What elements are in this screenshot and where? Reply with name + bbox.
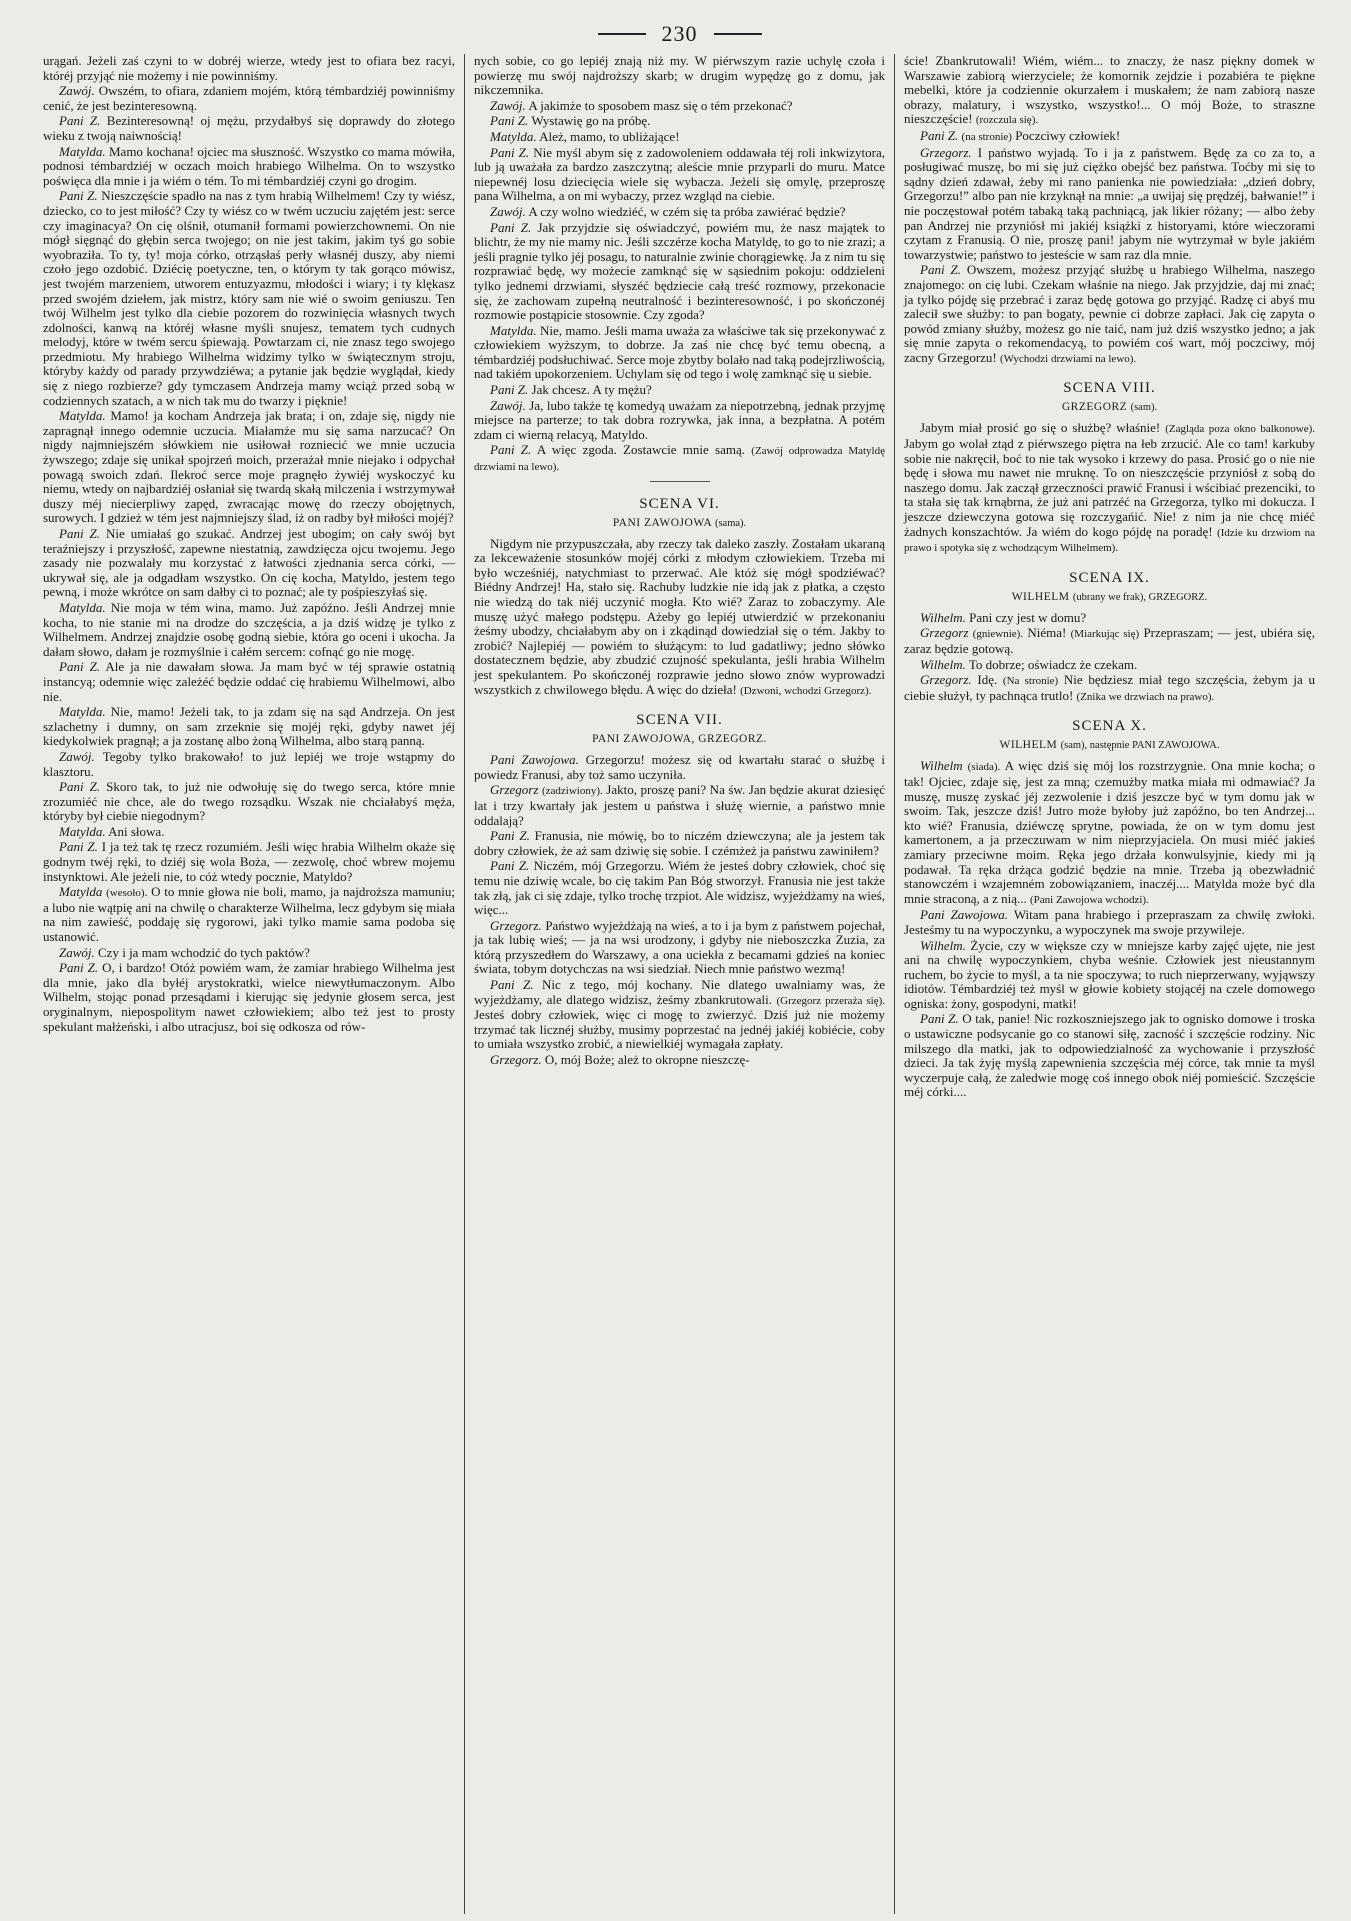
dialogue-paragraph (904, 611, 1315, 626)
speaker-name: Matylda. (59, 704, 106, 720)
speaker-name: Matylda (59, 884, 103, 900)
speaker-name: Pani Z. (59, 960, 99, 976)
dialogue-paragraph (904, 263, 1315, 366)
stage-direction: (Pani Zawojowa wchodzi). (1029, 893, 1149, 906)
dialogue-paragraph (43, 885, 455, 944)
dialogue-paragraph (43, 189, 455, 408)
speaker-name: Pani Z. (920, 1011, 959, 1027)
speaker-name: Grzegorz (920, 625, 969, 641)
paragraph-text: To dobrze; oświadcz że czekam. (968, 656, 1138, 672)
paragraph-text: Poczciwy człowiek! (1015, 127, 1121, 143)
paragraph-text: A czy wolno wiedziéć, w czém się ta próba zawiérać będzie? (528, 203, 846, 219)
header-rule-left (598, 33, 646, 35)
speaker-name: Grzegorz. (920, 144, 972, 160)
paragraph-text: A więc dziś się mój los rozstrzygnie. Ona mnie kocha; o tak! Ojciec, zdaje się, jest za mną; czemużby matka miała mi odmawiać? Ja muszę, muszę zyskać jéj zezwolenie i dziś jeszcze być w tym domu jak w swoim. Tak, jeszcze dziś! Jutro może byłoby już zapóźno, bo ten Andrzej... kto wié? Franusia, dziéwczę sprytne, powiada, że on w tym domu jest kamertonem, a ja przeczuwam w nim nieprzyjaciela. On musi miéć jakieś zamiary przeciwne moim. Ręka jego drżała konwulsyjnie, kiedy mi ją podawał. Ta ręka drżąca godzić będzie na mnie. Trzeba ją obezwładnić stanowczém i wzajemném zobowiązaniem, inaczéj.... Matylda może być dla mnie straconą, a z nią... (904, 758, 1315, 906)
speaker-name: Matylda. (59, 823, 106, 839)
scene-heading: SCENA VII. (636, 712, 723, 729)
paragraph-text: Mamo kochana! ojciec ma słuszność. Wszystko co mama mówiła, podnosi témbardziéj w oczach moich hrabiego Wilhelma. On to wszystko poświęca dla mnie i ja wiém o tém. To mi témbardziéj czyni go drogim. (43, 143, 456, 188)
dialogue-paragraph (474, 978, 885, 1052)
paragraph-text: Niéma! (1027, 625, 1067, 641)
paragraph-text: O tak, panie! Nic rozkoszniejszego jak to ognisko domowe i troska o ustawiczne podsycanie go co stanowi siłę, zacność i szczęście rodziny. Nic milszego dla matki, jak to odpowiedzialność za wychowanie i przyszłość dzieci. Ja tak żyję myślą zapewnienia szczęścia méj córce, tak mnie ta myśl wyczerpuje całą, że zaledwie mogę coś innego obok niéj pomieścić. Szczęście méj córki.... (904, 1011, 1316, 1100)
speaker-name: Wilhelm (920, 758, 963, 774)
paragraph-text: Skoro tak, to już nie odwołuję się do twego serca, które mnie zrozumiéć nie chce, ale do twego rozsądku. Wszak nie chciałabyś męża, któryby był ciebie niegodnym? (43, 779, 456, 824)
paragraph-text: Jesteś dobry człowiek, więc ci mogę to zwierzyć. Dziś już nie możemy trzymać tak licznéj służby, musimy poprzestać na jednéj jakiéj kobiécie, coby to umiała wszystko zrobić, a niewielkiéj wymagała zapłaty. (474, 1007, 885, 1052)
scene-persons (904, 591, 1315, 603)
dialogue-paragraph (43, 54, 455, 83)
speaker-name: Matylda. (490, 322, 537, 338)
paragraph-text: Nie moja w tém wina, mamo. Już zapóźno. Jeśli Andrzej mnie kocha, to nie stanie mi na drodze do szczęścia, a ja dziś widzę je tylko z Wilhelmem. Andrzej znajdzie osobę godną siebie, która go oceni i ukocha. Ja dałam słowo, dałam je rozmyślnie i całém sercem: cofnąć go nie mogę. (43, 599, 455, 659)
paragraph-text: Czy i ja mam wchodzić do tych paktów? (98, 944, 310, 960)
speaker-name: Wilhelm. (920, 656, 966, 672)
text-columns (34, 54, 1325, 1914)
paragraph-text: Jakto, proszę pani? Na św. Jan będzie akurat dziesięć lat i trzy kwartały jak jestem u państwa i służę wiernie, a państwo mnie oddalają? (474, 782, 885, 828)
column-2 (464, 54, 894, 1914)
stage-direction: (na stronie) (961, 130, 1012, 143)
paragraph-text: Jak przyjdzie się oświadczyć, powiém mu, że nasz majątek to blichtr, że my nie mamy nic. Jeśli szczérze kocha Matyldę, to go to nie zrazi; a jeśli pragnie tylko jéj posagu, to naturalnie zwinie chorągiewkę. Ja z nim tu się rozprawiać będę, wy możecie zamknąć się w sąsiednim pokoju: oddzieleni tylko jednemi drzwiami, słyszéć będziecie całą treść rozmowy, przekonacie się, że zachowam zupełną neutralność i bezinteresowność, i po skończonéj rozmowie postąpicie stosownie. Czy zgoda? (474, 219, 885, 323)
page-number: 230 (661, 21, 698, 46)
paragraph-text: Nie, mamo. Jeśli mama uważa za właściwe tak się przekonywać z człowiekiem wyższym, to dobrze. Ja zaś nie chcę być temu obecną, a témbardziéj podsłuchiwać. Serce moje zbytby bolało nad taką podejrzliwością, nad takiém upokorzeniem. Uchylam się od tego i wolę zamknąć się u siebie. (474, 322, 885, 382)
dialogue-paragraph (474, 919, 885, 977)
scene-persons (904, 401, 1315, 413)
dialogue-paragraph (904, 908, 1315, 937)
dialogue-paragraph (43, 825, 455, 840)
dialogue-paragraph (43, 705, 455, 749)
speaker-name: Zawój. (490, 203, 526, 219)
paragraph-text: Owszém, to ofiara, zdaniem mojém, którą témbardziéj powinniśmy cenić, że jest bezinteresowną. (43, 83, 455, 113)
persons-names: WILHELM (999, 739, 1058, 752)
dialogue-paragraph (43, 961, 455, 1034)
dialogue-paragraph (43, 145, 455, 189)
stage-direction: (rozczula się). (975, 114, 1039, 127)
paragraph-text: Franusia, nie mówię, bo to niczém dziewczyna; ale ja jestem tak dobry człowiek, że aż sam dziwię się sobie. I czémżeż ja państwu zawiniłem? (474, 828, 885, 858)
dialogue-paragraph (43, 601, 455, 659)
speaker-name: Pani Z. (490, 977, 534, 993)
stage-direction: (Grzegorz przeraża się). (776, 994, 885, 1007)
dialogue-paragraph (43, 114, 455, 143)
stage-direction: (siada). (967, 761, 1001, 774)
speaker-name: Zawój. (490, 397, 526, 413)
speaker-name: Pani Z. (490, 858, 530, 874)
paragraph-text: Nie umiałaś go szukać. Andrzej jest ubogim; on cały swój byt teraźniejszy i przyszłość, zapewne niestatnią, zawdzięcza ojcu twojemu. Jego zasady nie pozwalały mu korzystać z łatwości zjednania serca córki, — ukrywał się, ale ja odgadłam wszystko. On cię kocha, Matyldo, jestem tego pewną, i może wkrótce on sam dałby ci to poznać; ale ty pośpieszyłaś się. (43, 526, 455, 600)
paragraph-text: Ależ, mamo, to ubliżające! (539, 128, 680, 144)
speaker-name: Pani Z. (490, 113, 529, 129)
persons-names: PANI ZAWOJOWA, GRZEGORZ. (592, 733, 767, 746)
speaker-name: Pani Zawojowa. (920, 907, 1009, 923)
persons-note: (sama). (714, 517, 747, 529)
speaker-name: Pani Z. (59, 113, 101, 129)
paragraph-text: Ani słowa. (108, 823, 165, 839)
dialogue-paragraph (43, 750, 455, 779)
dialogue-paragraph (904, 939, 1315, 1012)
speaker-name: Matylda. (59, 599, 106, 615)
dialogue-paragraph (904, 759, 1315, 907)
paragraph-text: Nieszczęście spadło na nas z tym hrabią Wilhelmem! Czy ty wiész, dziecko, co to jest miłość? Czy ty wiész co w twém uczuciu zajętém jest: serce czy imaginacya? On cię olśnił, otumanił formami powierzchownemi. On nie mógł sięgnąć do głębin serca twojego; on nie jest takim, jakim tyś go sobie wyobraziła. To ty, ty! moja córko, otrząsłaś perły własnéj duszy, aby niemi czoło jego ozdobić. Dziécię poetyczne, ten, o którym ty tak gorąco mówisz, jest twojém marzeniem, utworem entuzyazmu, młodości i wiary; i ty klękasz przed swojém dziełem, jak mistrz, który sam nie wié o swoim geniuszu. Ten twój Wilhelm jest tylko dla ciebie pozorem do rozwinięcia własnych twych zdolności, kanwą na któréj własne myśli snujesz, tematem tych cudnych melodyj, które w twém sercu śpiewają. Powtarzam ci, nie znasz tego swojego przedmiotu. My hrabiego Wilhelma widzimy tylko w świątecznym stroju, któryby każdy od parady przywdziéwa; a pytanie jak będzie wyglądał, kiedy się z niego rozbierze? gdy tymczasem Andrzeja mamy wciąż przed sobą w codziennych szatach, a w nich tak mu do twarzy i pięknie! (43, 188, 456, 408)
paragraph-text: Witam pana hrabiego i przepraszam za chwilę zwłoki. Jesteśmy tu na wypoczynku, a wypoczynek ma swoje przywileje. (904, 907, 1315, 937)
dialogue-paragraph (474, 443, 885, 474)
stage-direction: (Wychodzi drzwiami na lewo). (1000, 352, 1137, 365)
dialogue-paragraph (474, 753, 885, 782)
speaker-name: Zawój. (59, 748, 95, 764)
paragraph-text: Nie będziesz miał tego szczęścia, żebym ja u ciebie służył, ty pachnąca trutlo! (904, 672, 1315, 703)
speaker-name: Pani Z. (920, 262, 961, 278)
paragraph-text: Ale ja nie dawałam słowa. Ja mam być w téj sprawie ostatnią instancyą; odemnie więc zależéć będzie oddać cię hrabiemu Wilhelmowi, albo nie. (43, 659, 455, 704)
column-3 (894, 54, 1324, 1914)
stage-direction: (wesoło). (106, 887, 148, 900)
persons-note: (ubrany we frak), GRZEGORZ. (1072, 591, 1208, 603)
paragraph-text: I państwo wyjadą. To i ja z państwem. Będę za co za to, a posługiwać muszę, bo mi się już ciężko obejść bez państwa. Toćby mi się to sądny dzień zdawał, żeby mi rano panienka nie powiedziała: „dzień dobry, Grzegorzu!” albo pan nie krzyknął na mnie: „a uwijaj się prędzéj, bałwanie!” i nie poczęstował potém tabaką taką pachniącą, jak likier różany; — albo żeby pan Andrzej nie przyniósł mi jakiéj książki z historyami, które wieczorami czytam z Franusią. O nie, proszę pani! jabym nie wytrzymał w byle jakiém towarzystwie; państwo to jesteście w sam raz dla mnie. (904, 144, 1315, 262)
speaker-name: Pani Z. (490, 219, 532, 235)
persons-note: (sam), następnie PANI ZAWOJOWA. (1060, 740, 1220, 752)
paragraph-text: Nigdym nie przypuszczała, aby rzeczy tak daleko zaszły. Zostałam ukaraną za lekceważenie stosunków mojéj córki z młodym człowiekiem. Trzeba mi było wcześniéj, natychmiast to przerwać. Ale któż się mógł spodziéwać? Biédny Andrzej! Ha, stało się. Rachuby ludzkie nie idą jak z płatka, a często nie wiedzą do tak niéj uczynić mogła. Kto wié? Zaraz to zobaczymy. Ale muszę użyć małego podstępu. Ażeby go lepiéj utwierdzić w przekonaniu żeśmy ubodzy, chciałabym aby on i zkądinąd dowiedział się o tém. Jakby to zrobić? Najlepiéj — powiém to służącym: to lud gadatliwy; jedno słówko dostatecznem będzie, aby zbudzić czujność spekulanta, jeśli hrabia Wilhelm jest spekulantem. Po skończonéj rozprawie jedno słowo znów wyprowadzi wszystkich z chwilowego błędu. A więc do dzieła! (474, 535, 885, 697)
paragraph-text: Życie, czy w większe czy w mniejsze karby zajęć ujęte, nie jest ani na chwilę wypoczynkiem, chyba weśnie. Człowiek jest nieustannym ruchem, bo życie to myśl, a ta nie spoczywa; to ruch nieprzerwany, wyjąwszy idiotów. Témbardziéj też myśl w głowie kobiety stojącéj na czele domowego ogniska: żony, gospodyni, matki! (904, 937, 1316, 1011)
speaker-name: Pani Z. (920, 127, 959, 143)
stage-direction: (Zagląda poza okno balkonowe). (1165, 423, 1316, 436)
dialogue-paragraph (474, 829, 885, 858)
persons-names: GRZEGORZ (1061, 401, 1128, 414)
speaker-name: Pani Z. (59, 779, 101, 795)
speaker-name: Pani Z. (490, 144, 530, 160)
paragraph-text: Wystawię go na próbę. (531, 113, 651, 129)
dialogue-paragraph (43, 660, 455, 704)
speaker-name: Wilhelm. (920, 609, 966, 625)
dialogue-paragraph (474, 1053, 885, 1068)
paragraph-text: Jak chcesz. A ty mężu? (531, 382, 652, 398)
persons-names: PANI ZAWOJOWA (612, 516, 712, 529)
speaker-name: Zawój. (59, 944, 95, 960)
dialogue-paragraph (904, 626, 1315, 656)
speaker-name: Wilhelm. (920, 937, 966, 953)
paragraph-text: Mamo! ja kocham Andrzeja jak brata; i on, zdaje się, nigdy nie zapragnął innego odemnie uczucia. Miałamże mu się sama narzucać? On nigdy najmniejszém słówkiem nie usiłował rozniecić we mnie uczucia żywszego; zdaje się unikał spojrzeń moich, przerażał mnie niejako i odpychał powagą swoich zdań. Ilekroć serce moje pragnęło żywiéj wyskoczyć ku niemu, wtedy on najbardziéj osłaniał się twardą skałą milczenia i wstrzymywał duszy méj niecierpliwy zapęd, zwracając mowę do rzeczy obojętnych, surowych. I gdzież w tém jest najmniejszy ślad, iż on radby był miłości mojéj? (43, 408, 455, 526)
dialogue-paragraph (474, 114, 885, 129)
paragraph-text: Jabym miał prosić go się o służbę? właśnie! (920, 420, 1161, 436)
paragraph-text: A jakimże to sposobem masz się o tém przekonać? (528, 97, 793, 113)
scene-persons (474, 517, 885, 529)
speaker-name: Pani Z. (59, 839, 98, 855)
speaker-name: Grzegorz (490, 782, 539, 798)
speaker-name: Pani Z. (59, 526, 101, 541)
paragraph-text: Owszem, możesz przyjąć służbę u hrabiego Wilhelma, naszego znajomego: on cię lubi. Czekam właśnie na niego. Jak przyjdzie, daj mi znać; ja tylko pójdę się przebrać i zaraz będę gotowa go przyjąć. Radzę ci abyś mu zalecił swe służby: to pan bogaty, pewnie ci dobrze zapłaci. Jak cię zapyta o powód zmiany służby, możesz go nie taić, nam już dziś wszystko jedno; a jak się mnie zapyta o rekomendacyą, to powiém coś wart, mój poczciwy, mój zacny Grzegorzu! (904, 262, 1315, 365)
paragraph-text: Niczém, mój Grzegorzu. Wiém że jesteś dobry człowiek, choć się temu nie dziwię wcale, bo cię takim Pan Bóg stworzył. Franusia nie jest także tak złą, jak ci się zdaje, tylko trochę trzpiot. Ale widzisz, wyjeżdżamy na wieś, więc... (474, 858, 885, 918)
dialogue-paragraph (474, 54, 885, 98)
paragraph-text: nych sobie, co go lepiéj znają niż my. W piérwszym razie uchylę czoła i powierzę mu swój najdroższy skarb; w drugim wypędzę go z domu, jak nikczemnika. (474, 54, 885, 98)
speaker-name: Pani Z. (59, 188, 98, 204)
dialogue-paragraph (474, 130, 885, 145)
speaker-name: Matylda. (59, 408, 106, 424)
scene-heading: SCENA X. (1072, 718, 1147, 735)
speaker-name: Pani Z. (490, 828, 530, 844)
speaker-name: Zawój. (59, 83, 95, 99)
speaker-name: Pani Z. (490, 442, 532, 458)
dialogue-paragraph (904, 673, 1315, 704)
speaker-name: Pani Z. (59, 659, 101, 675)
stage-direction: (Miarkując się) (1070, 628, 1140, 641)
speaker-name: Zawój. (490, 97, 526, 113)
stage-direction: (Znika we drzwiach na prawo). (1076, 690, 1215, 703)
paragraph-text: O to mnie głowa nie boli, mamo, ja najdroższa mamuniu; a lubo nie wątpię ani na chwilę o charakterze Wilhelma, lecz gdybym się miała na nim zawieść, poddaję się rygorowi, jaki tylko mamie sama podoba się ustanowić. (43, 884, 456, 945)
stage-direction: (gniewnie). (972, 628, 1024, 641)
speaker-name: Matylda. (490, 128, 537, 144)
scene-persons (474, 733, 885, 745)
paragraph-text: Jabym go wolał ztąd z piérwszego piętra na łeb zrzucić. Ale co tam! karkuby sobie nie nakręcił, boć to nie tak wysoko i krzewy do pasa. Prosić go o nie nie będę i słowa mu nawet nie mruknę. To on nieszczęście przyniósł z sobą do naszego domu. Jak zaczął grzeczności prawić Franusi i wścibiać prezenciki, to ta stała się tak krnąbrna, że już ani patrzéć na Grzegorza, tylko mi dokucza. I jeszcze dziewczyna gotowa się rozczygańić. Nie! z nim ja nie chcę miéć żadnych konszachtów. Ja wiém do kogo pójdę na poradę! (904, 436, 1315, 539)
dialogue-paragraph (904, 54, 1315, 128)
dialogue-paragraph (474, 859, 885, 917)
page-header (34, 14, 1325, 54)
stage-direction: (zadziwiony). (541, 785, 603, 798)
dialogue-paragraph (43, 840, 455, 884)
dialogue-paragraph (43, 946, 455, 961)
stage-direction: (Na stronie) (1002, 675, 1059, 688)
dialogue-paragraph (43, 409, 455, 526)
speaker-name: Matylda. (59, 143, 106, 159)
paragraph-text: Państwo wyjeżdżają na wieś, a to i ja bym z państwem pojechał, ja tak lubię wieś; — ja na wsi urodzony, i gdyby nie nieboszczka Zuzia, za którą przyszedłem do Warszawy, a ona uciekła z becamami gdzieś na koniec świata, tobym dotychczas na wsi siedział. Niech mnie państwo wezmą! (474, 917, 886, 977)
dialogue-paragraph (474, 783, 885, 828)
paragraph-text: Nie myśl abym się z zadowoleniem oddawała téj roli inkwizytora, lub ją uważała za bardzo zaszczytną; aleście mnie przyparli do muru. Matce niepewnéj losu dziecięcia wiele się wybacza. Jeżeli się omylę, przeproszę pana Wilhelma, a on mi wybaczy, przez wzgląd na ciebie. (474, 144, 885, 204)
speaker-name: Pani Z. (490, 382, 529, 398)
column-1 (34, 54, 464, 1914)
scene-heading: SCENA VIII. (1063, 380, 1156, 397)
speaker-name: Pani Zawojowa. (490, 752, 579, 768)
stage-direction: (Dzwoni, wchodzi Grzegorz). (740, 684, 872, 697)
scene-persons (904, 739, 1315, 751)
dialogue-paragraph (474, 399, 885, 443)
stage-direction: (Zawój odprowadza Matyldę drzwiami na lewo). (474, 445, 885, 474)
paragraph-text: Idę. (977, 672, 998, 688)
paragraph-text: Ja, lubo także tę komedyą uważam za niepotrzebną, jednak przyjmę miejsce na parterze; to tak dobra rozrywka, jak inna, a bezpłatna. A potém zdam ci wierną relacyą, Matyldo. (474, 397, 886, 442)
paragraph-text: urągań. Jeżeli zaś czyni to w dobréj wierze, wtedy jest to ofiara bez racyi, któréj przyjąć nie możemy i nie powinniśmy. (43, 54, 455, 83)
dialogue-paragraph (474, 324, 885, 382)
paragraph-text: Nie, mamo! Jeżeli tak, to ja zdam się na sąd Andrzeja. On jest szlachetny i dumny, on sam zrzeknie się mojéj ręki, gdyby nawet jéj kiedykolwiek pragnął; a ja zostanę albo żoną Wilhelma, albo starą panną. (43, 704, 456, 749)
paragraph-text: Tegoby tylko brakowało! to już lepiéj we troje wstąpmy do klasztoru. (43, 748, 455, 779)
speaker-name: Grzegorz. (490, 1052, 542, 1068)
section-rule (650, 481, 710, 482)
speaker-name: Grzegorz. (490, 917, 542, 933)
paragraph-text: I ja też tak tę rzecz rozumiém. Jeśli więc hrabia Wilhelm okaże się godnym twéj ręki, to dziéj się wola Boża, — zezwolę, choć wbrew mojemu instynktowi. Ale jeżeli nie, to cóż wtedy pocznie, Matyldo? (43, 839, 456, 884)
persons-note: (sam). (1130, 402, 1158, 414)
dialogue-paragraph (43, 780, 455, 824)
dialogue-paragraph (43, 84, 455, 113)
paragraph-text: Nic z tego, mój kochany. Nie dlatego uwalniamy was, że wyjeżdżamy, ale dlatego widzisz, żeśmy zbankrutowali. (474, 977, 885, 1007)
persons-names: WILHELM (1011, 590, 1070, 603)
scene-heading: SCENA IX. (1069, 569, 1150, 586)
dialogue-paragraph (43, 527, 455, 600)
header-rule-right (714, 33, 762, 35)
dialogue-paragraph (904, 421, 1315, 555)
dialogue-paragraph (474, 383, 885, 398)
speaker-name: Grzegorz. (920, 672, 972, 688)
dialogue-paragraph (904, 129, 1315, 145)
paragraph-text: Grzegorzu! możesz się od kwartału starać o służbę i powiedz Franusi, aby toż samo uczyniła. (474, 752, 885, 782)
dialogue-paragraph (474, 99, 885, 114)
dialogue-paragraph (474, 221, 885, 323)
dialogue-paragraph (474, 205, 885, 220)
paragraph-text: O, mój Boże; ależ to okropne nieszczę- (544, 1052, 750, 1068)
stage-direction: (Idzie ku drzwiom na prawo i spotyka się z wchodzącym Wilhelmem). (904, 526, 1315, 555)
paragraph-text: ście! Zbankrutowali! Wiém, wiém... to znaczy, że nasz piękny domek w Warszawie zabiorą wierzyciele; że komornik zejdzie i pozabiéra te piękne mebelki, które ja codziennie okurzałem i muskałem; że nam zabiorą nasze obrazy, malatury, i wszystko, wszystko!... O mój Boże, to straszne nieszczęście! (904, 54, 1315, 127)
dialogue-paragraph (474, 537, 885, 699)
paragraph-text: O, i bardzo! Otóż powiém wam, że zamiar hrabiego Wilhelma jest dla mnie, jako dla byłéj arystokratki, wielce niewytłumaczonym. Albo Wilhelm, stojąc ponad przesądami i kierując się jedynie głosem serca, jest oryginalnym, niepospolitym nawet człowiekiem; albo też jest to prosty spekulant małżeński, i albo utracjusz, boi się odkosza od rów- (43, 960, 456, 1034)
scene-heading: SCENA VI. (639, 495, 720, 512)
paragraph-text: Przepraszam; — jest, ubiéra się, zaraz będzie gotową. (904, 625, 1316, 656)
dialogue-paragraph (904, 146, 1315, 263)
dialogue-paragraph (474, 146, 885, 204)
paragraph-text: Bezinteresowną! oj mężu, przydałbyś się doprawdy do złotego wieku z twoją naiwnością! (43, 113, 455, 143)
paragraph-text: A więc zgoda. Zostawcie mnie samą. (536, 442, 746, 458)
paragraph-text: Pani czy jest w domu? (969, 609, 1087, 625)
dialogue-paragraph (904, 658, 1315, 673)
dialogue-paragraph (904, 1012, 1315, 1100)
